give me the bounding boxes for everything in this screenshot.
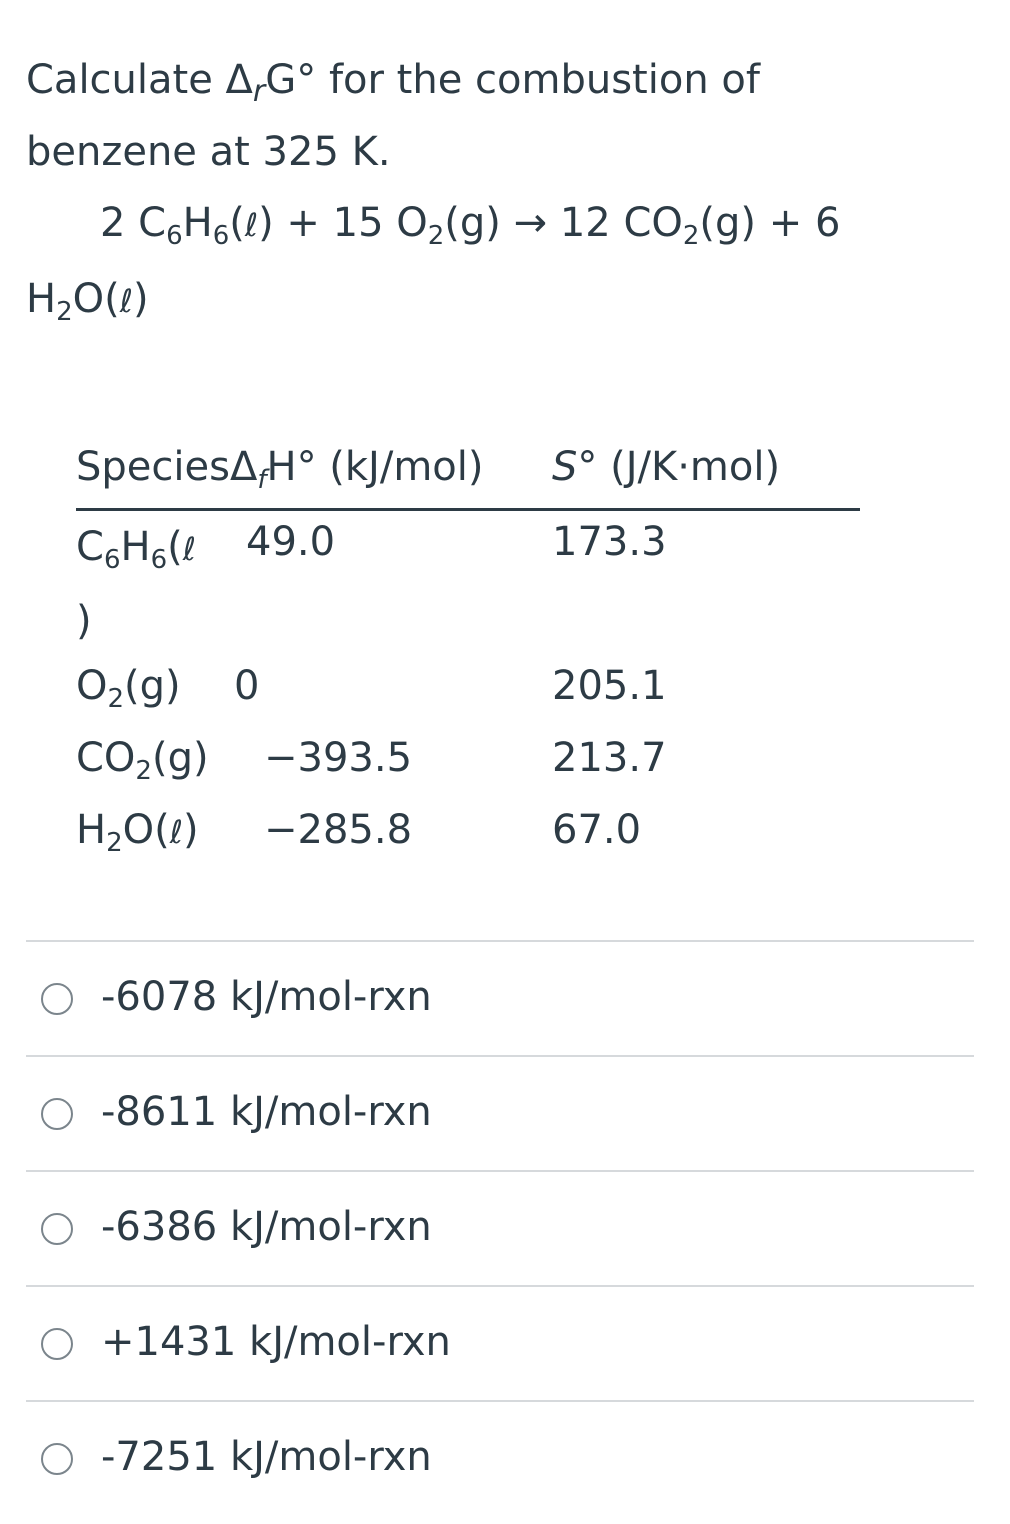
radio-button[interactable]	[41, 1328, 73, 1360]
entropy-cell: 67.0	[552, 807, 642, 853]
entropy-cell: 173.3	[552, 519, 667, 565]
radio-button[interactable]	[41, 1443, 73, 1475]
table-row	[76, 799, 860, 871]
enthalpy-cell: 0	[234, 663, 260, 709]
radio-button[interactable]	[41, 983, 73, 1015]
answer-label[interactable]: +1431 kJ/mol-rxn	[101, 1319, 451, 1365]
answer-option-2[interactable]	[26, 1055, 974, 1170]
table-header	[76, 436, 860, 511]
answer-label[interactable]: -7251 kJ/mol-rxn	[101, 1434, 432, 1480]
entropy-cell: 213.7	[552, 735, 667, 781]
header-entropy: S° (J/K·mol)	[552, 444, 781, 490]
answer-label[interactable]: -8611 kJ/mol-rxn	[101, 1089, 432, 1135]
question-text	[26, 44, 846, 188]
header-species: Species	[76, 444, 230, 490]
thermo-data-table	[76, 436, 860, 871]
answer-option-1[interactable]	[26, 940, 974, 1055]
enthalpy-cell: −393.5	[264, 735, 413, 781]
radio-button[interactable]	[41, 1098, 73, 1130]
answer-option-3[interactable]	[26, 1170, 974, 1285]
answer-option-5[interactable]	[26, 1400, 974, 1515]
enthalpy-cell: −285.8	[264, 807, 413, 853]
reaction-equation: 2 $C_6H_6(\ell) + 15$ $O_2(g) \to 12$ $CO_2(g) + 6$ $H_2O(\ell)$	[26, 200, 841, 327]
table-row	[76, 727, 860, 799]
entropy-cell: 205.1	[552, 663, 667, 709]
answer-options	[26, 940, 974, 1515]
species-cell: $O_2(g)$	[76, 663, 181, 714]
question-line-1: Calculate $\Delta_rG^\circ$ for the combustion of	[26, 57, 760, 109]
species-cell: $H_2O(\ell)$	[76, 807, 199, 858]
species-cell: $CO_2(g)$	[76, 735, 209, 786]
radio-button[interactable]	[41, 1213, 73, 1245]
enthalpy-cell: 49.0	[246, 519, 336, 565]
table-row	[76, 655, 860, 727]
table-row	[76, 511, 860, 655]
answer-label[interactable]: -6386 kJ/mol-rxn	[101, 1204, 432, 1250]
answer-label[interactable]: -6078 kJ/mol-rxn	[101, 974, 432, 1020]
question-line-2: benzene at 325 K.	[26, 129, 391, 175]
answer-option-4[interactable]	[26, 1285, 974, 1400]
header-enthalpy: $\Delta_fH^\circ$ (kJ/mol)	[229, 444, 484, 495]
species-cell: $C_6H_6(\ell$ )	[76, 524, 196, 644]
